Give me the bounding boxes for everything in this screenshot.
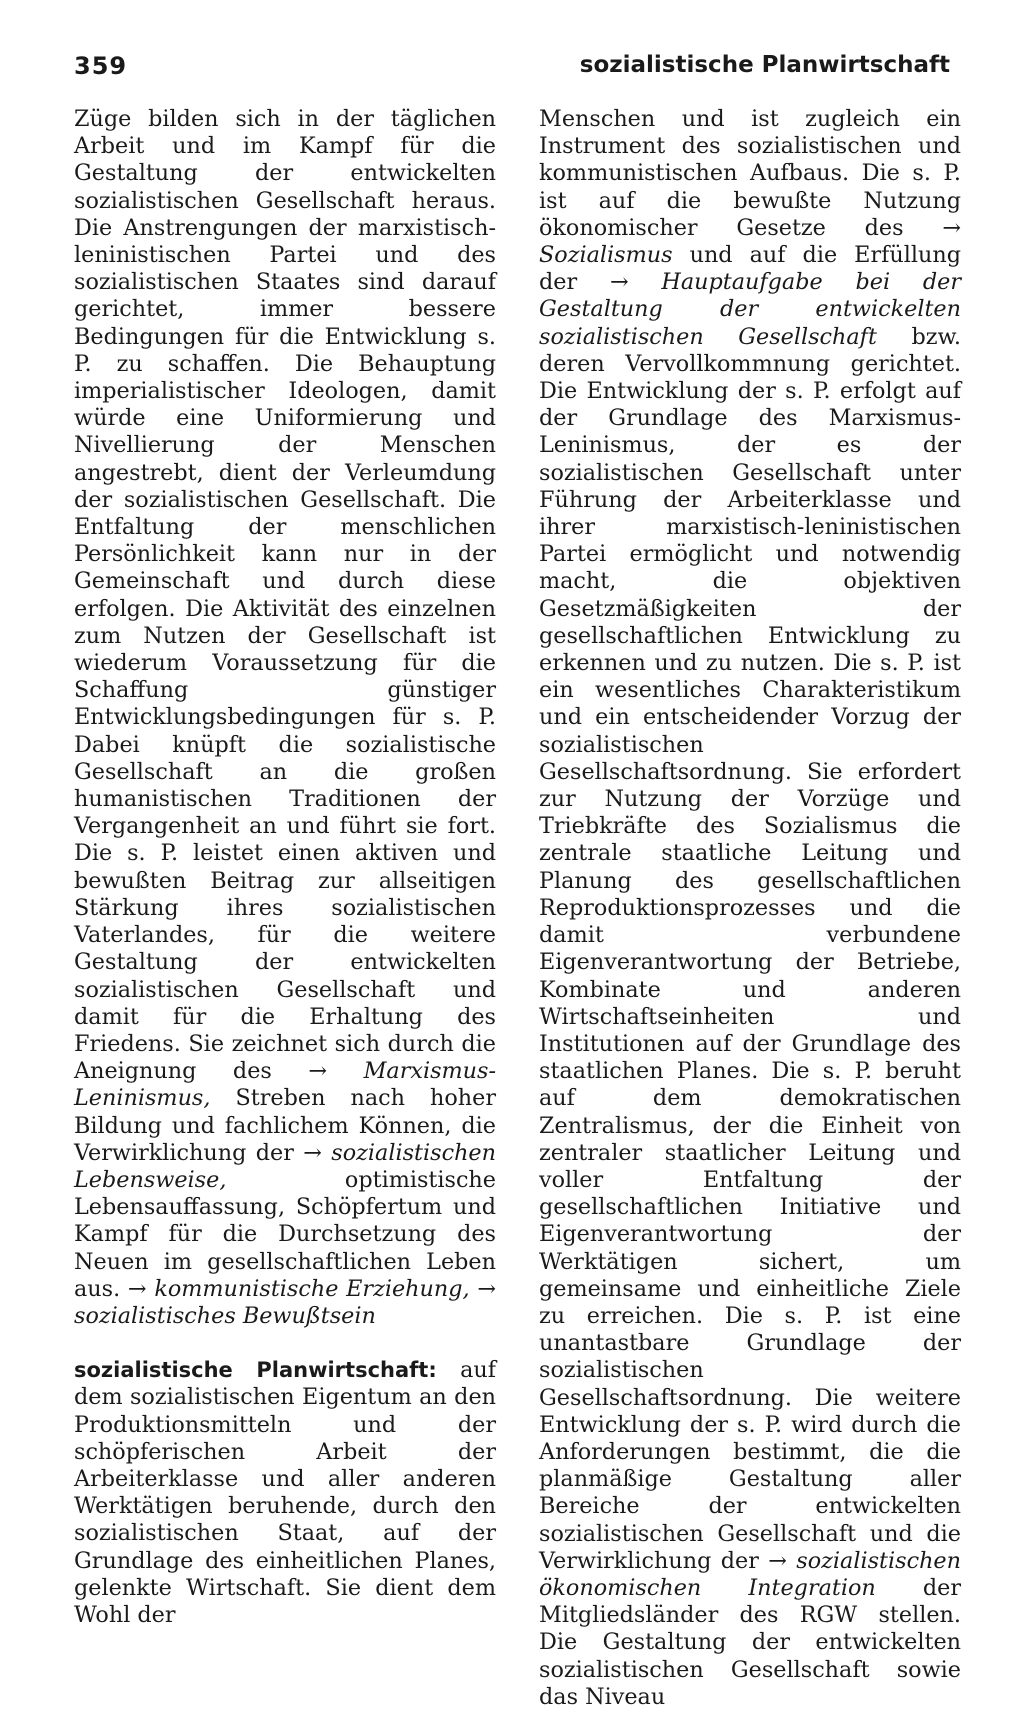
cross-reference-link[interactable]: → sozialistischen ökonomischen Integration <box>539 1547 961 1601</box>
text-segment: Züge bilden sich in der täglichen Arbeit und im Kampf für die Gestaltung der entwickelten sozialistischen Gesellschaft heraus. Die Anstrengungen der marxistisch-leninistischen Partei und des sozialistischen Staates sind darauf gerichtet, immer bessere Bedingungen für die Entwicklung s. P. zu schaffen. Die Behauptung imperialistischer Ideologen, damit würde eine Uniformierung und Nivellierung der Menschen angestrebt, dient der Verleumdung der sozialistischen Gesellschaft. Die Entfaltung der menschlichen Persönlichkeit kann nur in der Gemeinschaft und durch diese erfolgen. Die Aktivität des einzelnen zum Nutzen der Gesellschaft ist wiederum Voraussetzung für die Schaffung günstiger Entwicklungsbedingungen für s. P. Dabei knüpft die sozialistische Gesellschaft an die großen humanistischen Traditionen der Vergangenheit an und führt sie fort. Die s. P. leistet einen aktiven und bewußten Beitrag zur allseitigen Stärkung ihres sozialistischen Vaterlandes, für die weitere Gestaltung der entwickelten sozialistischen Gesellschaft und damit für die Erhaltung des Friedens. Sie zeichnet sich durch die Aneignung des <box>74 106 496 1085</box>
text-segment: optimistische Lebensauffassung, Schöpfertum und Kampf für die Durchsetzung des Neuen im gesellschaftlichen Leben aus. <box>74 1166 496 1302</box>
cross-reference-link[interactable]: → Marxismus-Leninismus, <box>74 1058 497 1112</box>
page-number: 359 <box>74 52 128 80</box>
text-segment: Streben nach hoher Bildung und fachlichem Können, die Verwirklichung der <box>74 1085 497 1166</box>
left-column <box>74 106 496 1629</box>
entry-headword: sozialistische Planwirtschaft: <box>74 1358 437 1383</box>
text-segment: Menschen und ist zugleich ein Instrument des sozialistischen und kommunistischen Aufbaus. Die s. P. ist auf die bewußte Nutzung ökonomischer Gesetze des <box>539 106 961 241</box>
cross-reference-link[interactable]: → Hauptaufgabe bei der Gestaltung der entwickelten sozialistischen Gesellschaft <box>539 269 961 350</box>
running-head: sozialistische Planwirtschaft <box>579 52 950 78</box>
cross-reference-link[interactable]: → sozialistischen Lebensweise, <box>74 1139 496 1193</box>
text-segment: und auf die Erfüllung der <box>539 242 961 296</box>
dictionary-entry <box>74 1357 496 1629</box>
cross-reference-link[interactable]: → sozialistisches Bewußtsein <box>74 1275 497 1329</box>
right-column <box>539 106 961 1711</box>
cross-reference-link[interactable]: → Sozialismus <box>539 214 961 269</box>
text-segment: bzw. deren Vervollkommnung gerichtet. Die Entwicklung der s. P. erfolgt auf der Grundlage des Marxismus-Leninismus, der es der sozialistischen Gesellschaft unter Führung der Arbeiterklasse und ihrer marxistisch-leninistischen Partei ermöglicht und notwendig macht, die objektiven Gesetzmäßigkeiten der gesellschaftlichen Entwicklung zu erkennen und zu nutzen. Die s. P. ist ein wesentliches Charakteristikum und ein entscheidender Vorzug der sozialistischen Gesellschaftsordnung. Sie erfordert zur Nutzung der Vorzüge und Triebkräfte des Sozialismus die zentrale staatliche Leitung und Planung des gesellschaftlichen Reproduktionsprozesses und die damit verbundene Eigenverantwortung der Betriebe, Kombinate und anderen Wirtschaftseinheiten und Institutionen auf der Grundlage des staatlichen Planes. Die s. P. beruht auf dem demokratischen Zentralismus, der die Einheit von zentraler staatlicher Leitung und voller Entfaltung der gesellschaftlichen Initiative und Eigenverantwortung der Werktätigen sichert, um gemeinsame und einheitliche Ziele zu erreichen. Die s. P. ist eine unantastbare Grundlage der sozialistischen Gesellschaftsordnung. Die weitere Entwicklung der s. P. wird durch die Anforderungen bestimmt, die die planmäßige Gestaltung aller Bereiche der entwickelten sozialistischen Gesellschaft und die Verwirklichung der <box>539 323 961 1574</box>
entry-continuation <box>539 106 961 1711</box>
cross-reference-link[interactable]: → kommunistische Erziehung, <box>127 1275 470 1302</box>
entry-text: auf dem sozialistischen Eigentum an den Produktionsmitteln und der schöpferischen Arbeit der Arbeiterklasse und aller anderen Werktätigen beruhende, durch den sozialistischen Staat, auf der Grundlage des einheitlichen Planes, gelenkte Wirtschaft. Sie dient dem Wohl der <box>74 1357 497 1628</box>
text-segment: der Mitgliedsländer des RGW stellen. Die Gestaltung der entwickelten sozialistischen Gesellschaft sowie das Niveau <box>539 1574 961 1710</box>
continuation-paragraph <box>74 106 496 1330</box>
